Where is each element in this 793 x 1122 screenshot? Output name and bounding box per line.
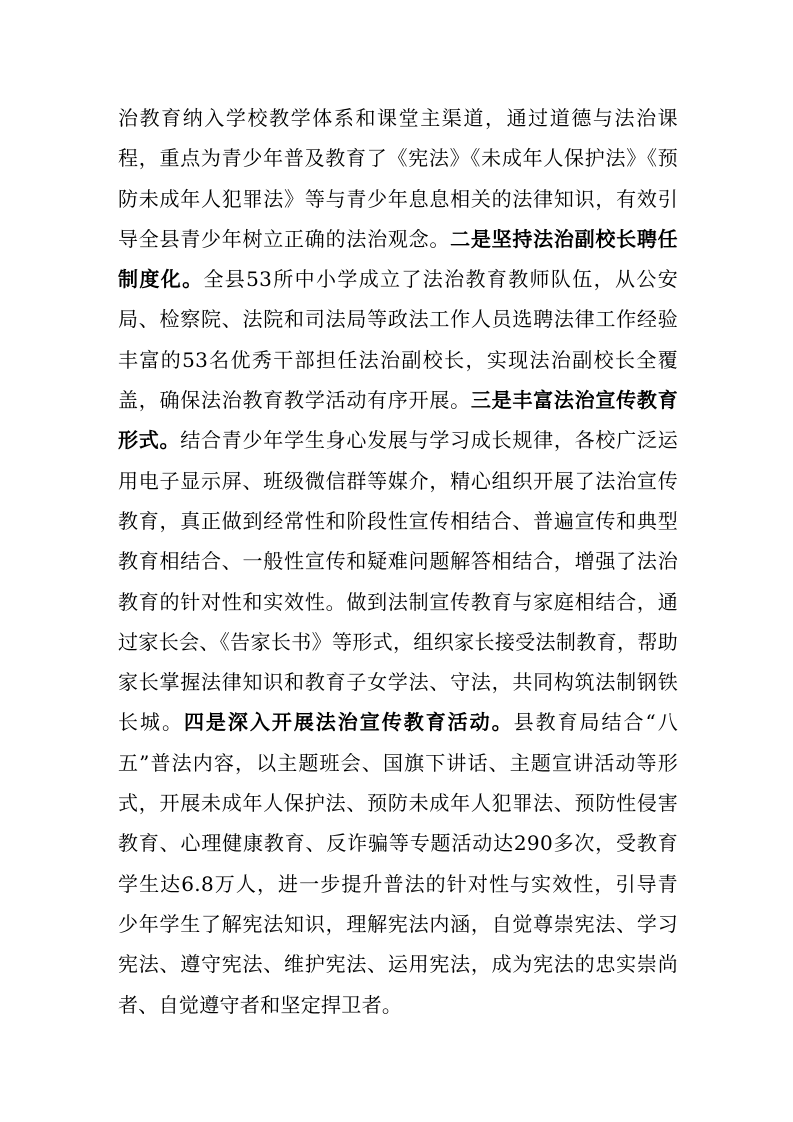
text-segment: 县教育局结合“八五”普法内容，以主题班会、国旗下讲话、主题宣讲活动等形式，开展未成年人保护法、预防未成年人犯罪法、预防性侵害教育、心理健康教育、反诈骗等专题活动达290多次，受教育学生达6.8万人，进一步提升普法的针对性与实效性，引导青少年学生了解宪法知识，理解宪法内涵，自觉尊崇宪法、学习宪法、遵守宪法、维护宪法、运用宪法，成为宪法的忠实崇尚者、自觉遵守者和坚定捍卫者。 bbox=[118, 710, 679, 1017]
bold-heading-segment: 四是深入开展法治宣传教育活动。 bbox=[183, 710, 514, 735]
bold-heading-segment: 三是丰富法治宣传教育形式。 bbox=[118, 388, 678, 453]
bold-heading-segment: 二是坚持法治副校长聘任制度化。 bbox=[118, 226, 678, 292]
body-paragraph bbox=[118, 98, 678, 1025]
text-segment: 结合青少年学生身心发展与学习成长规律，各校广泛运用电子显示屏、班级微信群等媒介，精心组织开展了法治宣传教育，真正做到经常性和阶段性宣传相结合、普遍宣传和典型教育相结合、一般性宣传和疑难问题解答相结合，增强了法治教育的针对性和实效性。做到法制宣传教育与家庭相结合，通过家长会、《告家长书》等形式，组织家长接受法制教育，帮助家长掌握法律知识和教育子女学法、守法，共同构筑法制钢铁长城。 bbox=[118, 428, 678, 735]
text-segment: 全县53所中小学成立了法治教育教师队伍，从公安局、检察院、法院和司法局等政法工作人员选聘法律工作经验丰富的53名优秀干部担任法治副校长，实现法治副校长全覆盖，确保法治教育教学活动有序开展。 bbox=[118, 267, 678, 413]
text-segment: 治教育纳入学校教学体系和课堂主渠道，通过道德与法治课程，重点为青少年普及教育了《宪法》《未成年人保护法》《预防未成年人犯罪法》等与青少年息息相关的法律知识，有效引导全县青少年树立正确的法治观念。 bbox=[118, 106, 678, 251]
